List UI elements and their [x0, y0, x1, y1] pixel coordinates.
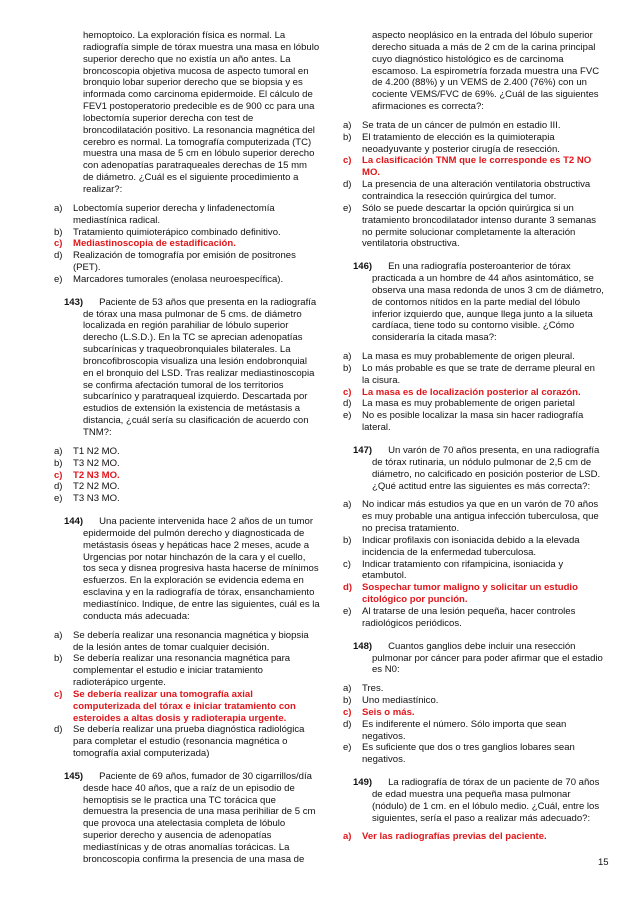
option-letter: a)	[54, 629, 63, 641]
option	[54, 481, 320, 493]
option-text: Se debería realizar una tomografía axial computerizada del tórax e iniciar tratamiento con esteroides a altas dosis y radioterapia urgente.	[73, 688, 296, 724]
question-number: 146)	[353, 261, 373, 273]
option	[343, 559, 605, 583]
options-142	[54, 203, 320, 286]
page-number: 15	[598, 857, 609, 868]
correct-option	[343, 582, 605, 606]
question-options	[343, 831, 605, 843]
option-text: Uno mediastínico.	[362, 695, 439, 707]
option	[54, 274, 320, 286]
question-options	[343, 683, 605, 766]
option-text: T2 N3 MO.	[73, 469, 120, 481]
option-text: El tratamiento de elección es la quimioterapia neoadyuvante y posterior cirugía de resección.	[362, 131, 560, 155]
option-text: Al tratarse de una lesión pequeña, hacer controles radiológicos periódicos.	[362, 605, 576, 629]
question-stem	[54, 516, 320, 623]
question-number: 148)	[353, 640, 373, 652]
option-text: La clasificación TNM que le corresponde es T2 NO MO.	[362, 155, 592, 179]
question-145-continuation: aspecto neoplásico en la entrada del lóbulo superior derecho situada a más de 2 cm de la carina principal cuyo diagnóstico histológico es de carcinoma escamoso. La espirometría forzada muestra una FVC de 4.200 (88%) y un VEMS de 2.400 (76%) con un cociente VEMS/FVC de 69%. ¿Cuál de las siguientes afirmaciones es correcta?:	[372, 30, 600, 113]
question-stem	[343, 261, 605, 344]
options-145	[343, 120, 605, 250]
option	[54, 446, 320, 458]
correct-option	[343, 155, 605, 179]
option	[54, 493, 320, 505]
option	[343, 606, 605, 630]
option-text: Sospechar tumor maligno y solicitar un estudio citológico por punción.	[362, 582, 578, 606]
option	[343, 410, 605, 434]
option-text: Indicar profilaxis con isoniacida debido a la elevada incidencia de la enfermedad tuberculosa.	[362, 534, 580, 558]
option-text: Realización de tomografía por emisión de positrones (PET).	[73, 250, 296, 274]
option-text: Es indiferente el número. Sólo importa que sean negativos.	[362, 718, 567, 742]
question-number: 145)	[64, 770, 84, 782]
option-letter: b)	[343, 362, 352, 374]
option-letter: e)	[343, 202, 352, 214]
question-text: Cuantos ganglios debe incluir una resección pulmonar por cáncer para poder afirmar que el estadio es N0:	[372, 640, 603, 676]
question-text: La radiografía de tórax de un paciente de 70 años de edad muestra una pequeña masa pulmonar (nódulo) de 1 cm. en el lóbulo medio. ¿Cuál, entre los siguientes, sería el paso a realizar más adecuado?:	[372, 777, 600, 824]
option	[343, 398, 605, 410]
option-text: Marcadores tumorales (enolasa neuroespecífica).	[73, 273, 284, 285]
option	[54, 458, 320, 470]
option-text: La masa es muy probablemente de origen parietal	[362, 398, 575, 410]
question-number: 147)	[353, 445, 373, 456]
question-142-continuation: hemoptoico. La exploración física es normal. La radiografía simple de tórax muestra una masa en lóbulo superior derecho que no existía un año antes. La broncoscopia objetiva mucosa de aspecto tumoral en bronquio lobar superior derecho que se biopsia y es informada como carcinoma epidermoide. El cálculo de FEV1 postoperatorio predecible es de 900 cc para una lobectomía superior derecha con test de broncodilatación positivo. La resonancia magnética del cerebro es normal. La tomografía computerizada (TC) muestra una masa de 5 cm en lóbulo superior derecho con adenopatías paratraqueales derechas de 15 mm de diámetro. ¿Cuál es el siguiente procedimiento a realizar?:	[83, 30, 320, 195]
option	[343, 203, 605, 250]
option	[54, 630, 320, 654]
option-letter: b)	[343, 534, 352, 546]
correct-option	[54, 470, 320, 482]
option-text: Sólo se puede descartar la opción quirúrgica si un tratamiento broncodilatador intenso durante 3 semanas no permite solucionar completamente la alteración ventilatoria obstructiva.	[362, 202, 597, 250]
option-text: T1 N2 MO.	[73, 445, 120, 457]
option-letter: c)	[343, 558, 351, 570]
option-letter: c)	[343, 386, 352, 398]
option-text: No indicar más estudios ya que en un varón de 70 años es muy probable una antigua infección tuberculosa, que no precisa tratamiento.	[362, 499, 599, 535]
option-text: Tres.	[362, 683, 384, 695]
question-stem	[343, 777, 605, 824]
option	[54, 653, 320, 689]
correct-option	[343, 707, 605, 719]
option	[343, 695, 605, 707]
option-text: Es suficiente que dos o tres ganglios lobares sean negativos.	[362, 742, 575, 766]
option	[343, 683, 605, 695]
question-options	[54, 446, 320, 505]
option-letter: d)	[54, 724, 63, 736]
option-letter: a)	[54, 202, 63, 214]
option	[54, 227, 320, 239]
option	[343, 535, 605, 559]
option-letter: c)	[54, 688, 63, 700]
option-letter: a)	[343, 499, 352, 511]
option-letter: d)	[54, 250, 63, 262]
option-text: Se trata de un cáncer de pulmón en estadio III.	[362, 119, 561, 131]
option	[343, 719, 605, 743]
option	[343, 132, 605, 156]
option-letter: a)	[343, 683, 352, 695]
question-stem	[54, 297, 320, 439]
option-letter: d)	[343, 582, 353, 594]
option-text: T3 N3 MO.	[73, 493, 120, 505]
option-letter: b)	[54, 653, 63, 665]
option-text: Seis o más.	[362, 706, 415, 718]
option	[54, 203, 320, 227]
option-text: T3 N2 MO.	[73, 457, 120, 469]
correct-option	[54, 238, 320, 250]
question-stem	[54, 771, 320, 866]
option-text: La masa es muy probablemente de origen pleural.	[362, 351, 575, 363]
option-letter: e)	[343, 605, 352, 617]
question-text: En una radiografía posteroanterior de tórax practicada a un hombre de 44 años asintomático, se observa una masa redonda de unos 3 cm de diámetro, de contornos nítidos en la parte medial del lóbulo inferior izquierdo que, aunque llega junto a la silueta cardíaca, tiene todo su contorno visible. ¿Cómo consideraría la citada masa?:	[372, 261, 604, 344]
option-letter: c)	[343, 706, 352, 718]
option-letter: b)	[343, 695, 352, 707]
option-letter: a)	[343, 119, 352, 131]
option	[54, 724, 320, 760]
question-options	[343, 351, 605, 434]
question-text: Un varón de 70 años presenta, en una radiografía de tórax rutinaria, un nódulo pulmonar de 2,5 cm de diámetro, no calcificado en posición posterior de LSD. ¿Qué actitud entre las siguientes es más correcta?:	[372, 445, 601, 492]
option-text: Lo más probable es que se trate de derrame pleural en la cisura.	[362, 362, 595, 386]
option	[343, 351, 605, 363]
option	[54, 250, 320, 274]
option-letter: e)	[54, 493, 63, 505]
option-text: La presencia de una alteración ventilatoria obstructiva contraindica la resección quirúrgica del tumor.	[362, 179, 591, 202]
option-text: La masa es de localización posterior al corazón.	[362, 386, 581, 398]
option-letter: d)	[343, 179, 352, 191]
question-text: Una paciente intervenida hace 2 años de un tumor epidermoide del pulmón derecho y diagnosticada de metástasis óseas y hepáticas hace 2 meses, acude a Urgencias por notar hinchazón de la cara y el cuello, tos seca y disnea progresiva hasta hacerse de mínimos esfuerzos. En la exploración se evidencia edema en esclavina y en la radiografía de tórax, ensanchamiento mediastínico. Indique, de entre las siguientes, cuál es la conducta más adecuada:	[83, 516, 320, 622]
option-letter: e)	[54, 273, 63, 285]
question-number: 144)	[64, 516, 84, 528]
option	[343, 179, 605, 203]
option-letter: c)	[54, 238, 63, 250]
option-text: Ver las radiografías previas del paciente.	[362, 831, 547, 843]
option-text: Tratamiento quimioterápico combinado definitivo.	[73, 226, 281, 238]
option-text: T2 N2 MO.	[73, 481, 120, 493]
question-number: 143)	[64, 296, 84, 308]
question-text: Paciente de 53 años que presenta en la radiografía de tórax una masa pulmonar de 5 cms. de diámetro localizada en región parahiliar de lóbulo superior derecho (L.S.D.). En la TC se aprecian adenopatías subcarínicas y traqueobronquiales bilaterales. La broncofibroscopia visualiza una lesión endobronquial en el bronquio del LSD. Tras realizar mediastinoscopia se confirma afectación tumoral de los territorios subcarínico y paratraqueal izquierdo. Descartada por estudios de extensión la existencia de metástasis a distancia, ¿cuál sería su clasificación de acuerdo con TNM?:	[83, 296, 317, 438]
option-letter: e)	[343, 742, 352, 754]
question-stem	[343, 445, 605, 492]
correct-option	[54, 689, 320, 725]
option-letter: e)	[343, 410, 352, 422]
option-letter: a)	[343, 351, 352, 363]
option-text: Se debería realizar una resonancia magnética para complementar el estudio e iniciar tratamiento radioterápico urgente.	[73, 653, 291, 689]
option-text: No es posible localizar la masa sin hacer radiografía lateral.	[362, 410, 584, 434]
question-options	[343, 499, 605, 629]
correct-option	[343, 387, 605, 399]
option-letter: a)	[343, 831, 352, 843]
option	[343, 499, 605, 535]
option-letter: d)	[343, 718, 352, 730]
option-text: Lobectomía superior derecha y linfadenectomía mediastínica radical.	[73, 202, 275, 226]
correct-option	[343, 831, 605, 843]
option-letter: c)	[54, 469, 63, 481]
question-options	[54, 630, 320, 760]
option-letter: d)	[54, 481, 63, 493]
left-column	[54, 30, 320, 866]
option	[343, 363, 605, 387]
option-text: Se debería realizar una resonancia magnética y biopsia de la lesión antes de tomar cualquier decisión.	[73, 629, 309, 653]
option-text: Se debería realizar una prueba diagnóstica radiológica para completar el estudio (resonancia magnética o tomografía axial computerizada)	[73, 724, 305, 760]
left-questions	[54, 297, 320, 866]
right-column	[343, 30, 605, 843]
option-letter: b)	[343, 131, 352, 143]
question-text: Paciente de 69 años, fumador de 30 cigarrillos/día desde hace 40 años, que a raíz de un episodio de hemoptisis se le practica una TC torácica que demuestra la presencia de una masa perihiliar de 5 cm que provoca una atelectasia completa de lóbulo superior derecho y ausencia de adenopatías mediastínicas y de otras anomalías torácicas. La broncoscopia confirma la presencia de una masa de	[83, 770, 316, 865]
question-number: 149)	[353, 777, 373, 789]
option	[343, 120, 605, 132]
option-letter: d)	[343, 398, 352, 410]
option-text: Mediastinoscopia de estadificación.	[73, 238, 236, 250]
option-letter: c)	[343, 155, 352, 167]
option-letter: b)	[54, 226, 63, 238]
option	[343, 742, 605, 766]
right-questions	[343, 261, 605, 843]
question-stem	[343, 641, 605, 677]
option-letter: b)	[54, 457, 63, 469]
option-text: Indicar tratamiento con rifampicina, isoniacida y etambutol.	[362, 558, 564, 582]
option-letter: a)	[54, 445, 63, 457]
